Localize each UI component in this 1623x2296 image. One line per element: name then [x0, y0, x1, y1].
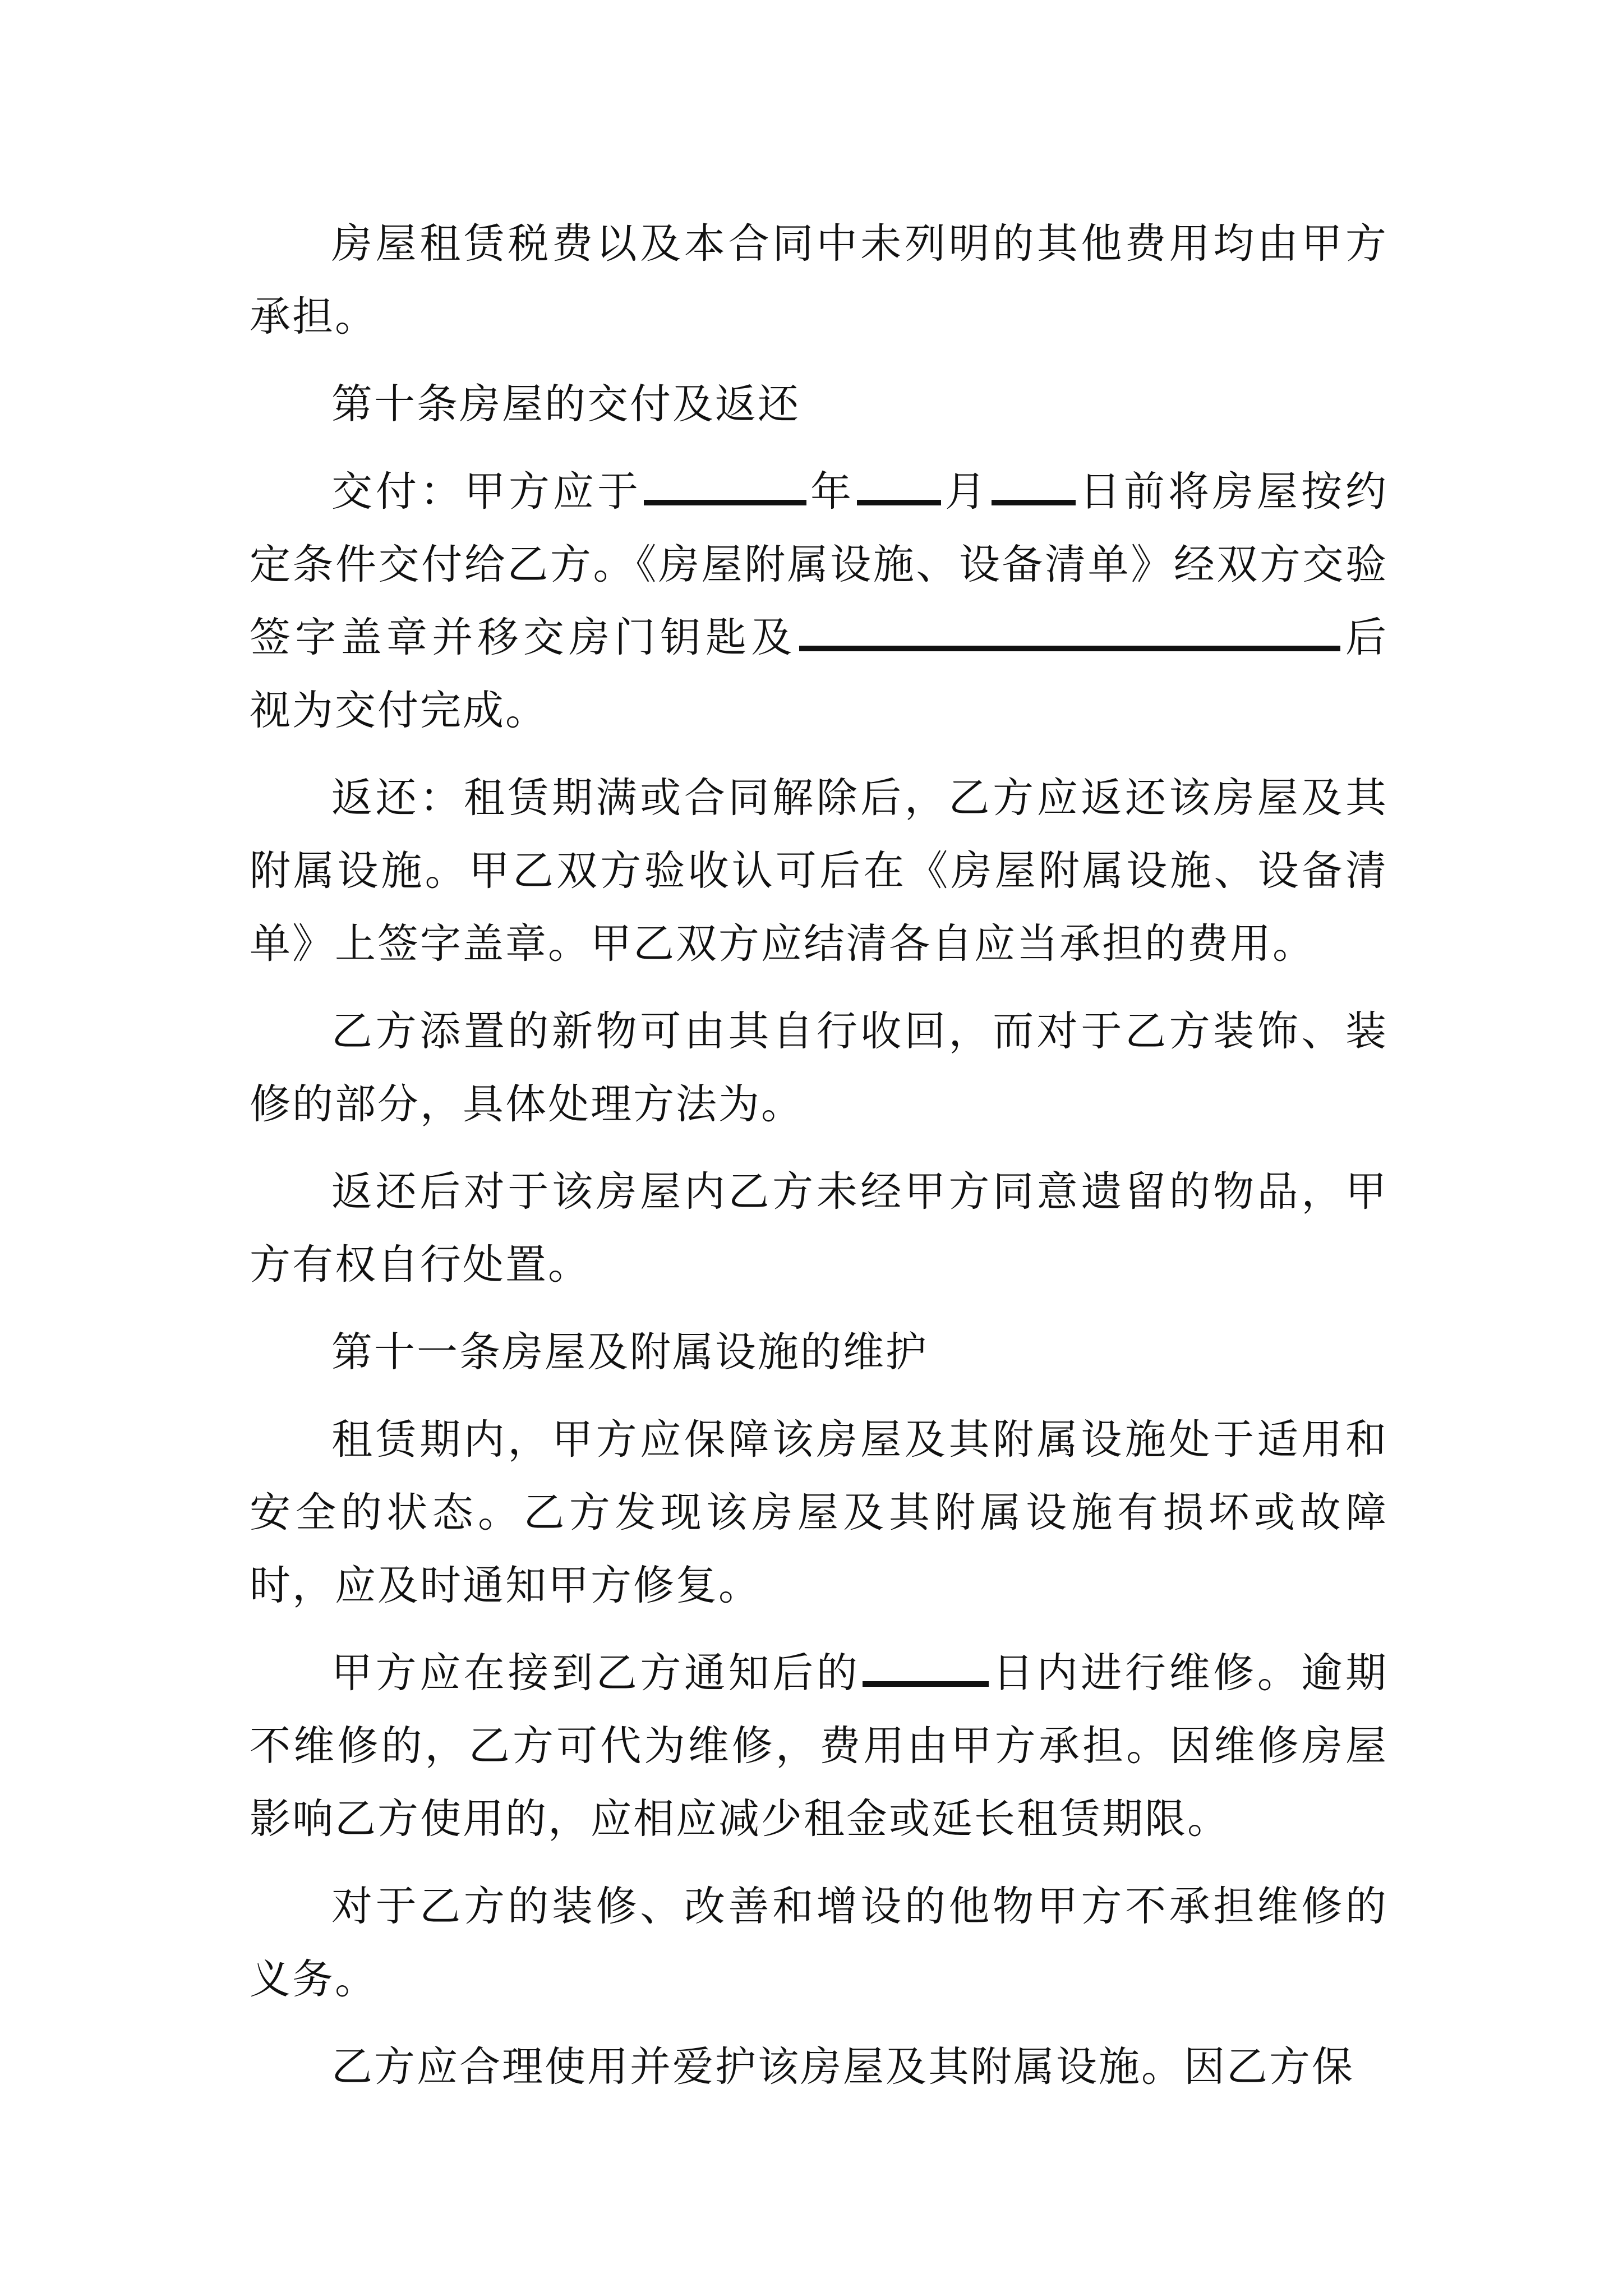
year-blank: [644, 458, 806, 505]
paragraph-maintenance: [250, 1404, 1388, 1622]
text: 甲方应在接到乙方通知后的: [331, 1649, 861, 1697]
keys-blank: [799, 604, 1340, 651]
text: 交付：甲方应于: [331, 468, 642, 516]
paragraph-care: [250, 2031, 1388, 2104]
article-11-heading: [250, 1316, 1388, 1389]
text: 年: [809, 468, 855, 516]
text: 乙方添置的新物可由其自行收回，而对于乙方装饰、装修的部分，具体处理方法为。: [250, 1007, 1388, 1128]
document-body: [250, 208, 1388, 2118]
text: 后视为交付完成。: [250, 614, 1389, 734]
paragraph-repair-deadline: [250, 1637, 1388, 1856]
days-blank: [863, 1640, 989, 1687]
article-10-heading: [250, 368, 1388, 441]
day-blank: [992, 458, 1076, 505]
text: 租赁期内，甲方应保障该房屋及其附属设施处于适用和安全的状态。乙方发现该房屋及其附属设施有损坏或故障时，应及时通知甲方修复。: [250, 1416, 1388, 1609]
text: 对于乙方的装修、改善和增设的他物甲方不承担维修的义务。: [250, 1883, 1388, 2003]
paragraph-tenant-improvements: [250, 1870, 1388, 2016]
text: 日前将房屋按约定条件交付给乙方。《房屋附属设施、设备清单》经双方交验签字盖章并移交房门钥匙及: [250, 468, 1388, 661]
text: 房屋租赁税费以及本合同中未列明的其他费用均由甲方承担。: [250, 220, 1388, 341]
text: 第十条房屋的交付及返还: [331, 380, 800, 428]
paragraph-return: [250, 762, 1388, 981]
text: 返还：租赁期满或合同解除后，乙方应返还该房屋及其附属设施。甲乙双方验收认可后在《房屋附属设施、设备清单》上签字盖章。甲乙双方应结清各自应当承担的费用。: [250, 774, 1388, 968]
paragraph-delivery: [250, 455, 1388, 747]
text: 月: [943, 468, 989, 516]
month-blank: [857, 458, 941, 505]
paragraph-left-items: [250, 1156, 1388, 1301]
text: 返还后对于该房屋内乙方未经甲方同意遗留的物品，甲方有权自行处置。: [250, 1168, 1388, 1289]
paragraph-additions: [250, 995, 1388, 1141]
text: 第十一条房屋及附属设施的维护: [331, 1328, 928, 1376]
paragraph-tax-fees: [250, 208, 1388, 353]
text: 乙方应合理使用并爱护该房屋及其附属设施。因乙方保: [331, 2043, 1354, 2091]
text: 日内进行维修。逾期不维修的，乙方可代为维修，费用由甲方承担。因维修房屋影响乙方使用的，应相应减少租金或延长租赁期限。: [250, 1649, 1389, 1843]
